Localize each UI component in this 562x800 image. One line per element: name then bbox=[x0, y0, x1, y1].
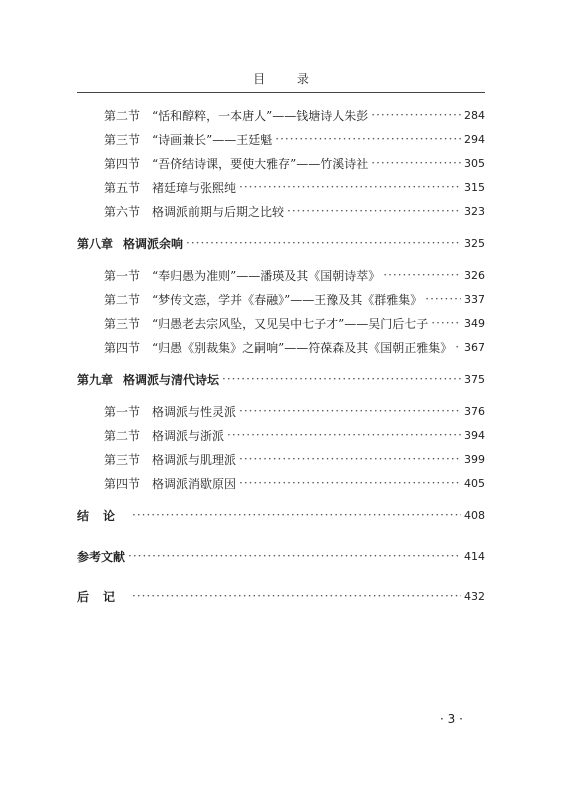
page-number: 367 bbox=[464, 340, 485, 354]
toc-entry[interactable] bbox=[104, 106, 485, 124]
leader-dots bbox=[132, 589, 461, 603]
toc-entry[interactable] bbox=[104, 290, 485, 308]
page-number: 414 bbox=[464, 549, 485, 563]
chapter-label: 第八章 bbox=[77, 236, 114, 251]
toc-entry[interactable] bbox=[104, 426, 485, 444]
toc-entry[interactable] bbox=[104, 338, 485, 356]
page-number: 337 bbox=[464, 292, 485, 306]
section-label: 第二节 bbox=[104, 108, 141, 123]
toc-chapter-9[interactable] bbox=[77, 370, 485, 388]
page-number: 315 bbox=[464, 180, 485, 194]
toc-conclusion[interactable] bbox=[77, 506, 485, 524]
page-number: 376 bbox=[464, 404, 485, 418]
section-label: 第四节 bbox=[104, 156, 141, 171]
leader-dots bbox=[275, 132, 461, 146]
afterword-label: 后记 bbox=[77, 589, 130, 604]
section-title: 格调派消歇原因 bbox=[152, 476, 237, 491]
section-title: “奉归愚为准则”——潘瑛及其《国朝诗萃》 bbox=[152, 268, 381, 283]
conclusion-label: 结论 bbox=[77, 508, 130, 523]
toc-references[interactable] bbox=[77, 547, 485, 565]
chapter-label: 第九章 bbox=[77, 372, 114, 387]
page-number: 399 bbox=[464, 452, 485, 466]
section-title: 格调派与肌理派 bbox=[152, 452, 237, 467]
toc-entry[interactable] bbox=[104, 202, 485, 220]
page-number: 294 bbox=[464, 132, 485, 146]
toc-entry[interactable] bbox=[104, 474, 485, 492]
toc-entry[interactable] bbox=[104, 178, 485, 196]
page-number: 326 bbox=[464, 268, 485, 282]
leader-dots bbox=[287, 204, 461, 218]
section-label: 第六节 bbox=[104, 204, 141, 219]
page-number: 305 bbox=[464, 156, 485, 170]
folio-page-number: · 3 · bbox=[440, 712, 463, 726]
section-title: “梦传文悫，学并《春融》”——王豫及其《群雅集》 bbox=[152, 292, 423, 307]
section-title: “恬和醇粹，一本唐人”——钱塘诗人朱彭 bbox=[152, 108, 369, 123]
leader-dots bbox=[128, 549, 461, 563]
page-number: 405 bbox=[464, 476, 485, 490]
section-title: 格调派与性灵派 bbox=[152, 404, 237, 419]
header-rule bbox=[77, 92, 485, 93]
toc-entry[interactable] bbox=[104, 450, 485, 468]
section-title: “归愚老去宗风坠，又见吴中七子才”——吴门后七子 bbox=[152, 316, 429, 331]
section-label: 第一节 bbox=[104, 404, 141, 419]
leader-dots bbox=[132, 508, 461, 522]
section-title: 褚廷璋与张熙纯 bbox=[152, 180, 237, 195]
page-number: 284 bbox=[464, 108, 485, 122]
chapter-title: 格调派余响 bbox=[123, 236, 184, 251]
page-number: 432 bbox=[464, 589, 485, 603]
leader-dots bbox=[222, 372, 461, 386]
section-label: 第四节 bbox=[104, 476, 141, 491]
section-title: “归愚《别裁集》之嗣响”——符葆森及其《国朝正雅集》 bbox=[152, 340, 453, 355]
page-number: 408 bbox=[464, 508, 485, 522]
section-title: “诗画兼长”——王廷魁 bbox=[152, 132, 273, 147]
section-label: 第二节 bbox=[104, 292, 141, 307]
section-label: 第三节 bbox=[104, 316, 141, 331]
chapter-title: 格调派与清代诗坛 bbox=[123, 372, 220, 387]
toc-chapter-8[interactable] bbox=[77, 234, 485, 252]
leader-dots bbox=[186, 236, 461, 250]
running-header: 目 录 bbox=[253, 72, 323, 86]
page-number: 375 bbox=[464, 372, 485, 386]
toc-afterword[interactable] bbox=[77, 587, 485, 605]
leader-dots bbox=[239, 404, 461, 418]
leader-dots bbox=[455, 340, 461, 354]
leader-dots bbox=[425, 292, 461, 306]
section-title: 格调派与浙派 bbox=[152, 428, 225, 443]
section-label: 第二节 bbox=[104, 428, 141, 443]
leader-dots bbox=[227, 428, 461, 442]
leader-dots bbox=[239, 180, 461, 194]
toc-entry[interactable] bbox=[104, 154, 485, 172]
leader-dots bbox=[371, 156, 461, 170]
section-label: 第四节 bbox=[104, 340, 141, 355]
section-label: 第三节 bbox=[104, 452, 141, 467]
toc-entry[interactable] bbox=[104, 314, 485, 332]
page-number: 349 bbox=[464, 316, 485, 330]
toc-entry[interactable] bbox=[104, 402, 485, 420]
leader-dots bbox=[239, 476, 461, 490]
page-number: 394 bbox=[464, 428, 485, 442]
toc-entry[interactable] bbox=[104, 266, 485, 284]
section-label: 第三节 bbox=[104, 132, 141, 147]
page-number: 325 bbox=[464, 236, 485, 250]
leader-dots bbox=[383, 268, 461, 282]
section-title: 格调派前期与后期之比较 bbox=[152, 204, 285, 219]
section-label: 第一节 bbox=[104, 268, 141, 283]
toc-entry[interactable] bbox=[104, 130, 485, 148]
section-title: “吾侪结诗课，要使大雅存”——竹溪诗社 bbox=[152, 156, 369, 171]
page-number: 323 bbox=[464, 204, 485, 218]
leader-dots bbox=[371, 108, 461, 122]
references-label: 参考文献 bbox=[77, 549, 126, 564]
leader-dots bbox=[239, 452, 461, 466]
leader-dots bbox=[431, 316, 461, 330]
section-label: 第五节 bbox=[104, 180, 141, 195]
